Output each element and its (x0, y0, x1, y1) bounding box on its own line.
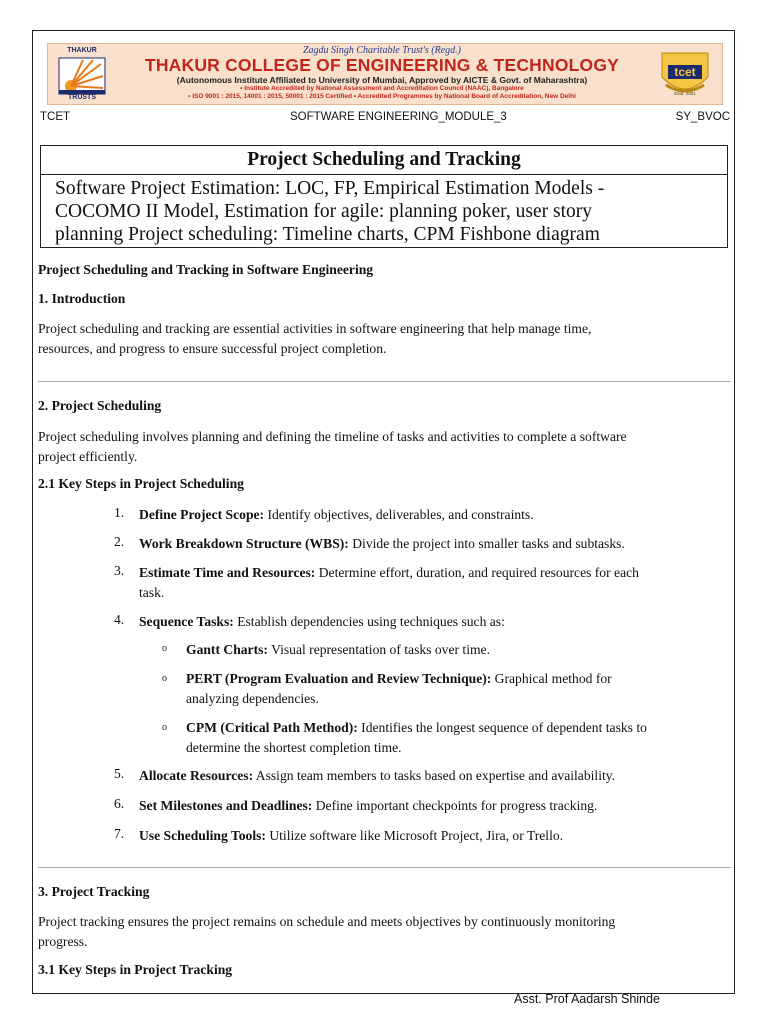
logo-label-bottom: TRUSTS (68, 94, 96, 101)
sub-text: Graphical method for (491, 671, 612, 686)
thakur-trusts-logo (53, 47, 111, 102)
step-number: 5. (114, 766, 125, 781)
iso-line: • ISO 9001 : 2015, 14001 : 2015, 50001 : 2015 Certified • Accredited Programmes by National Board of Accreditation, New Delhi (188, 93, 576, 100)
sub-label: PERT (Program Evaluation and Review Technique): (186, 671, 492, 686)
paragraph-line: Project tracking ensures the project remains on schedule and meets objectives by continuously monitoring (38, 914, 616, 929)
bullet-icon: o (162, 722, 167, 733)
module-description (55, 177, 725, 246)
paragraph-line: Project scheduling involves planning and defining the timeline of tasks and activities to complete a software (38, 429, 627, 444)
step-number: 3. (114, 563, 125, 578)
step-label: Work Breakdown Structure (WBS): (139, 536, 349, 551)
section-3-title: 3. Project Tracking (38, 884, 150, 899)
step-label: Sequence Tasks: (139, 614, 234, 629)
sub-list-item (186, 718, 716, 758)
author-signature: Asst. Prof Aadarsh Shinde (514, 992, 660, 1006)
list-item (139, 796, 719, 816)
tcet-logo-label: tcet (674, 65, 696, 79)
step-label: Define Project Scope: (139, 507, 265, 522)
step-number: 2. (114, 534, 125, 549)
sub-list-item (186, 669, 716, 709)
step-text: Assign team members to tasks based on expertise and availability. (253, 768, 616, 783)
step-text: Divide the project into smaller tasks and subtasks. (348, 536, 625, 551)
step-text: task. (139, 585, 165, 600)
naac-line: • Institute Accredited by National Assessment and Accreditation Council (NAAC), Bangalore (240, 85, 524, 92)
step-label: Estimate Time and Resources: (139, 565, 316, 580)
doc-heading: Project Scheduling and Tracking in Software Engineering (38, 262, 374, 277)
college-banner (47, 43, 723, 105)
header-center: SOFTWARE ENGINEERING_MODULE_3 (290, 111, 507, 123)
step-number: 6. (114, 796, 125, 811)
step-number: 4. (114, 612, 125, 627)
sub-label: Gantt Charts: (186, 642, 268, 657)
section-3-1-title: 3.1 Key Steps in Project Tracking (38, 962, 233, 977)
section-2-1-title: 2.1 Key Steps in Project Scheduling (38, 476, 244, 491)
list-item (139, 612, 719, 632)
sub-label: CPM (Critical Path Method): (186, 720, 358, 735)
section-1-paragraph (38, 319, 718, 359)
step-label: Allocate Resources: (139, 768, 254, 783)
college-name: THAKUR COLLEGE OF ENGINEERING & TECHNOLOGY (144, 55, 620, 75)
step-text: Establish dependencies using techniques such as: (233, 614, 505, 629)
module-title: Project Scheduling and Tracking (247, 149, 521, 170)
header-right: SY_BVOC (675, 111, 730, 123)
step-number: 1. (114, 505, 125, 520)
autonomous-line: (Autonomous Institute Affiliated to University of Mumbai, Approved by AICTE & Govt. of Maharashtra) (176, 75, 588, 85)
list-item (139, 826, 719, 846)
sub-text: analyzing dependencies. (186, 691, 319, 706)
section-1-title: 1. Introduction (38, 291, 126, 306)
step-text: Determine effort, duration, and required resources for each (315, 565, 639, 580)
sub-text: Identifies the longest sequence of dependent tasks to (357, 720, 647, 735)
module-description-line: Software Project Estimation: LOC, FP, Empirical Estimation Models - (55, 178, 605, 199)
section-2-title: 2. Project Scheduling (38, 398, 162, 413)
module-description-line: COCOMO II Model, Estimation for agile: planning poker, user story (55, 201, 593, 222)
logo-label-top: THAKUR (67, 47, 97, 54)
paragraph-line: progress. (38, 934, 88, 949)
header-left: TCET (40, 111, 71, 123)
sub-list-item (186, 640, 716, 660)
module-description-line: planning Project scheduling: Timeline charts, CPM Fishbone diagram (55, 224, 600, 245)
sub-text: determine the shortest completion time. (186, 740, 402, 755)
sub-text: Visual representation of tasks over time. (267, 642, 490, 657)
step-text: Define important checkpoints for progress tracking. (312, 798, 598, 813)
step-text: Identify objectives, deliverables, and constraints. (264, 507, 534, 522)
trust-name: Zagdu Singh Charitable Trust's (Regd.) (303, 45, 461, 56)
paragraph-line: resources, and progress to ensure successful project completion. (38, 341, 387, 356)
list-item (139, 534, 719, 554)
step-text: Utilize software like Microsoft Project, Jira, or Trello. (265, 828, 564, 843)
step-number: 7. (114, 826, 125, 841)
list-item (139, 563, 719, 603)
sunburst-icon (53, 56, 111, 96)
step-label: Use Scheduling Tools: (139, 828, 266, 843)
document-header (40, 111, 730, 127)
section-3-paragraph (38, 912, 718, 952)
bullet-icon: o (162, 673, 167, 684)
list-item (139, 766, 719, 786)
tcet-logo-since: Estd. 2001 (674, 91, 696, 96)
section-2-paragraph (38, 427, 718, 467)
tcet-logo (654, 47, 716, 102)
list-item (139, 505, 719, 525)
title-divider (41, 174, 727, 175)
module-title-box (40, 145, 728, 248)
paragraph-line: project efficiently. (38, 449, 138, 464)
bullet-icon: o (162, 643, 167, 654)
horizontal-rule (38, 381, 731, 382)
horizontal-rule (38, 867, 731, 868)
paragraph-line: Project scheduling and tracking are essential activities in software engineering that help manage time, (38, 321, 592, 336)
step-label: Set Milestones and Deadlines: (139, 798, 313, 813)
